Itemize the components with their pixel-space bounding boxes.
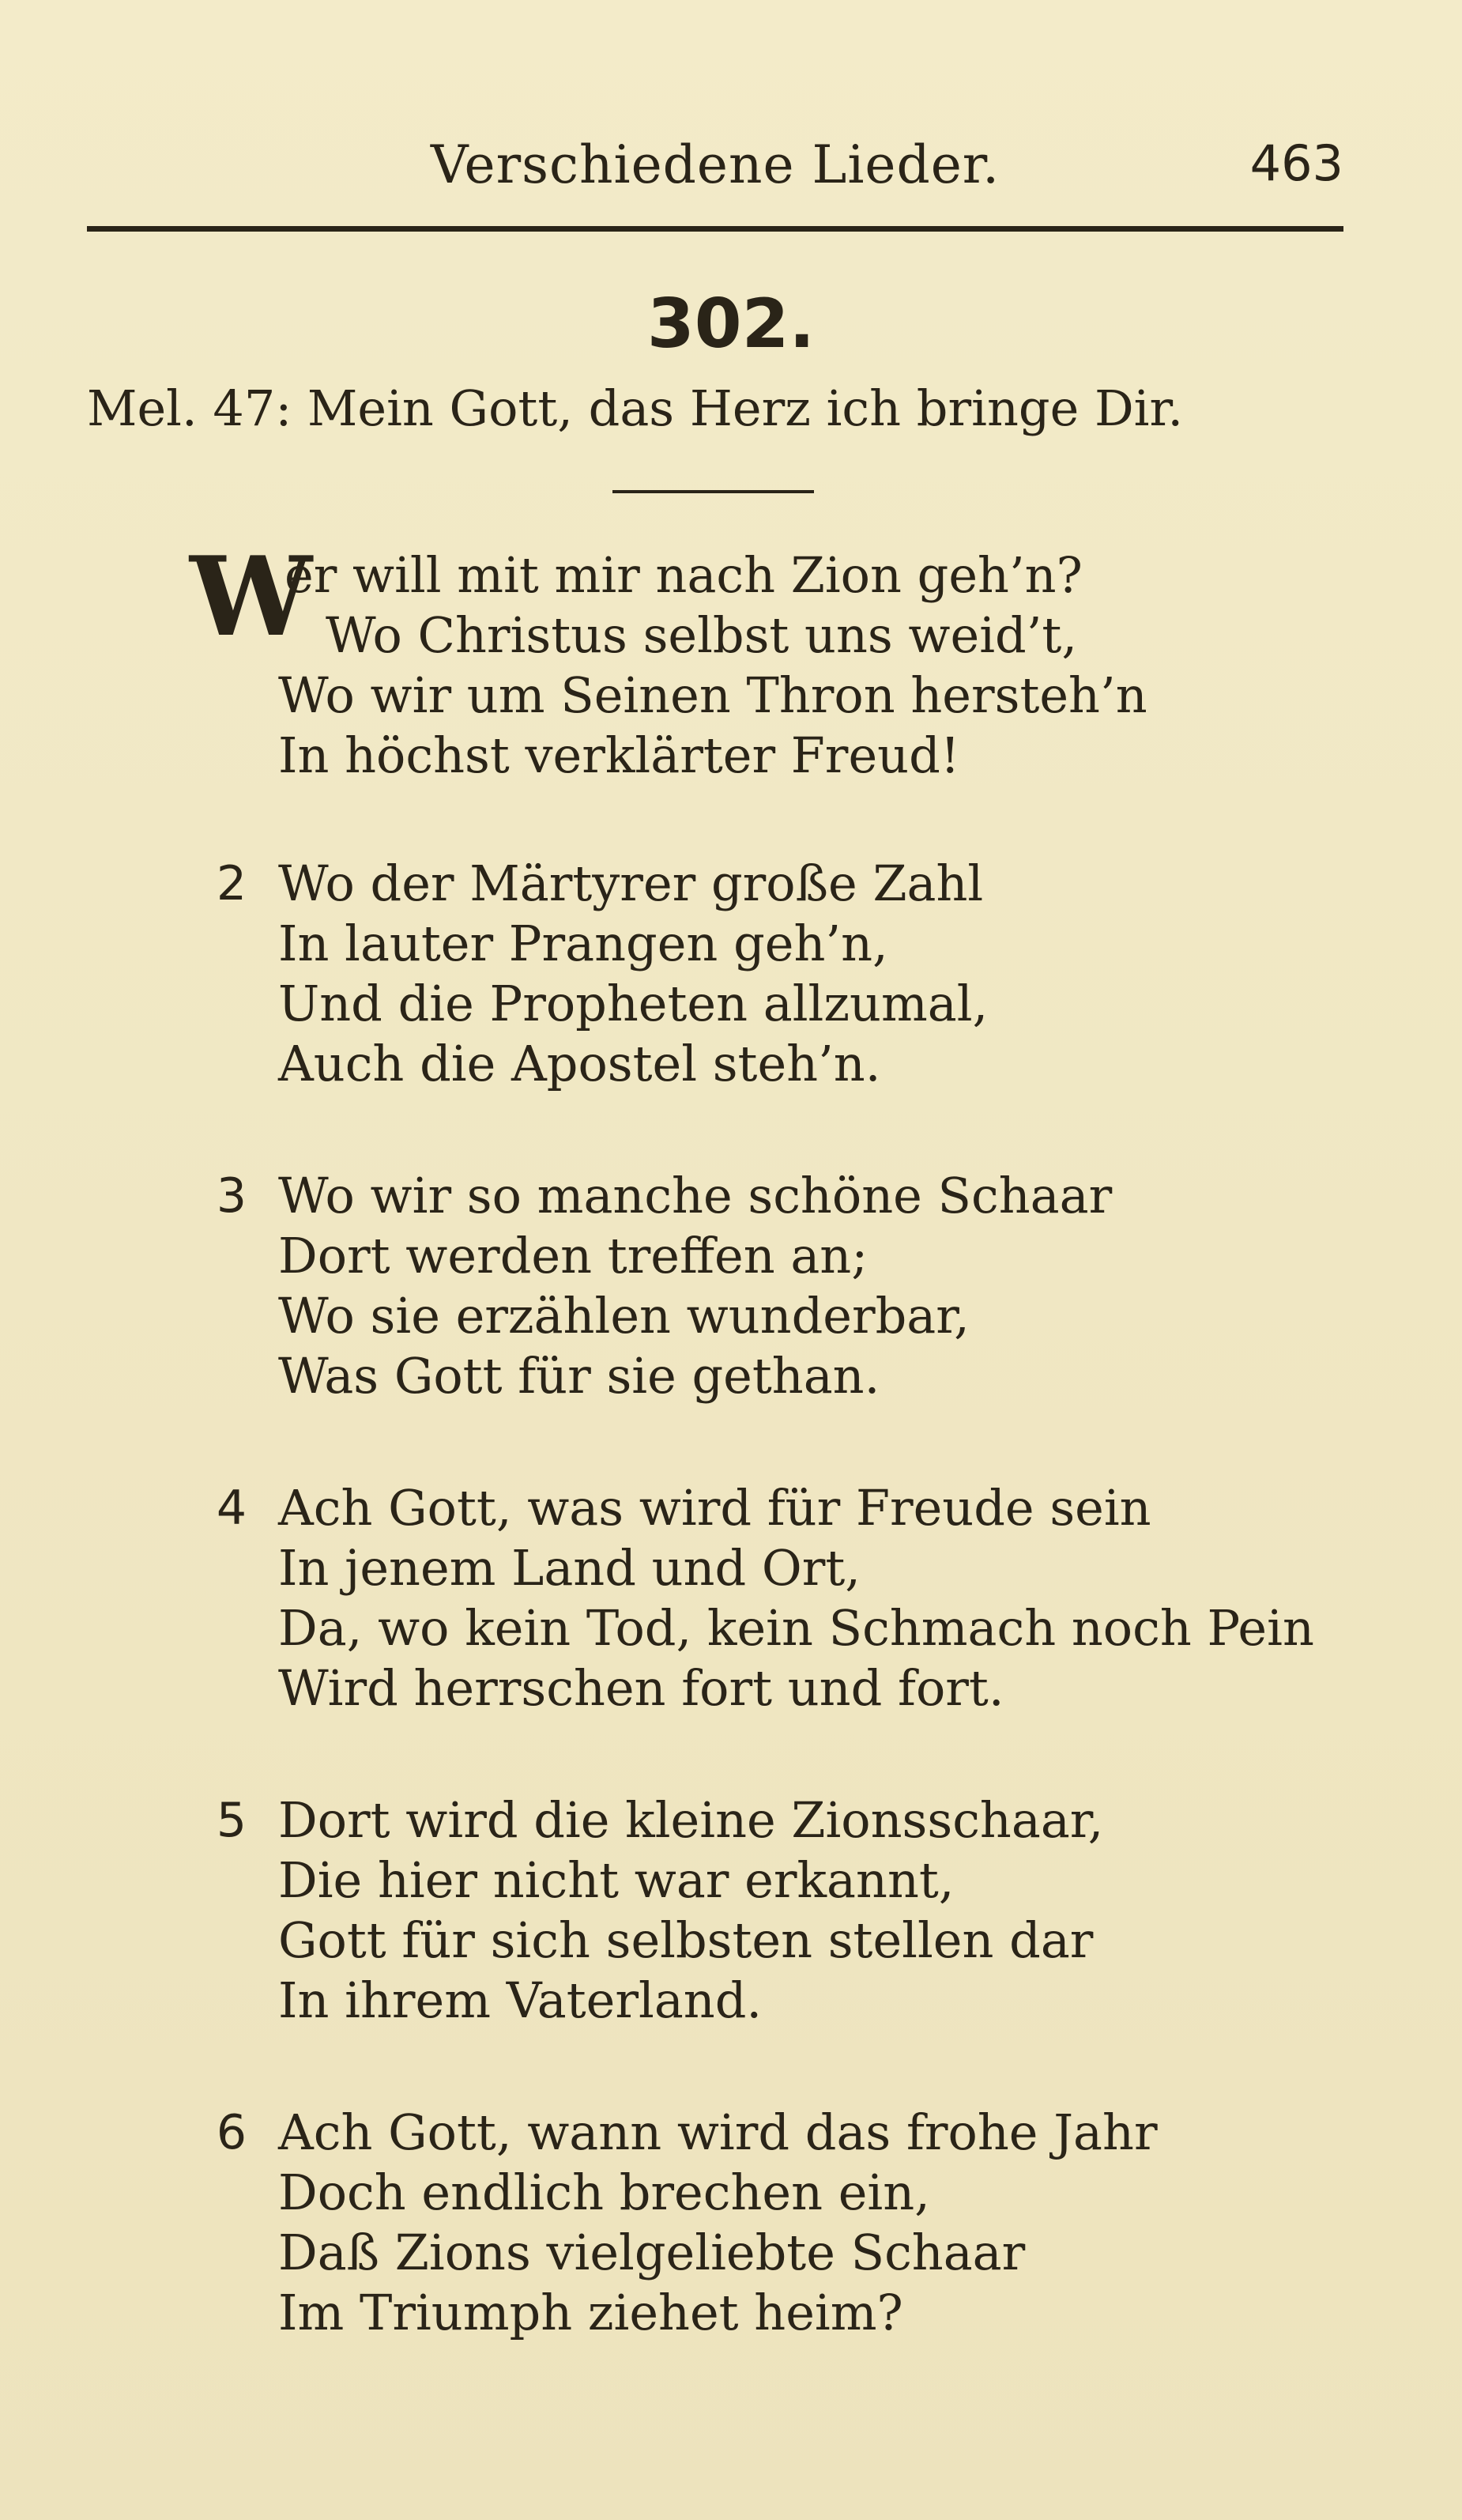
verse-2 xyxy=(205,854,1359,1094)
verse-line: Wo Christus selbst uns weid’t, xyxy=(326,606,1078,664)
verse-1 xyxy=(190,532,1359,786)
running-title: Verschiedene Lieder. xyxy=(430,134,1000,195)
verse-line: er will mit mir nach Zion geh’n? xyxy=(284,546,1083,604)
verse-line: Ach Gott, was wird für Freude sein xyxy=(278,1479,1151,1537)
verse-line: Da, wo kein Tod, kein Schmach noch Pein xyxy=(278,1599,1314,1657)
drop-cap: W xyxy=(190,532,312,661)
melody-line: Mel. 47: Mein Gott, das Herz ich bringe Dir. xyxy=(87,379,1184,437)
verse-number: 5 xyxy=(216,1793,247,1848)
verse-line: Dort werden treffen an; xyxy=(278,1227,869,1285)
verse-line: Ach Gott, wann wird das frohe Jahr xyxy=(278,2103,1158,2161)
verse-3 xyxy=(205,1166,1359,1406)
verse-line: Wo der Märtyrer große Zahl xyxy=(278,854,984,912)
verse-line: Gott für sich selbsten stellen dar xyxy=(278,1911,1094,1969)
verse-line: Wo wir so manche schöne Schaar xyxy=(278,1167,1113,1224)
verse-number: 4 xyxy=(216,1481,247,1536)
verse-line: In ihrem Vaterland. xyxy=(278,1971,763,2029)
header-rule xyxy=(87,226,1343,232)
verse-line: In jenem Land und Ort, xyxy=(278,1539,861,1597)
verse-line: Und die Propheten allzumal, xyxy=(278,975,989,1032)
section-divider xyxy=(612,490,814,493)
verse-line: In lauter Prangen geh’n, xyxy=(278,915,888,972)
verse-4 xyxy=(205,1478,1359,1718)
running-header xyxy=(87,134,1343,206)
verse-number: 2 xyxy=(216,856,247,911)
verse-line: Was Gott für sie gethan. xyxy=(278,1347,880,1405)
verse-line: Wo wir um Seinen Thron hersteh’n xyxy=(278,666,1147,724)
verse-line: Wird herrschen fort und fort. xyxy=(278,1659,1004,1717)
verse-6 xyxy=(205,2103,1359,2343)
verse-number: 6 xyxy=(216,2105,247,2160)
verse-5 xyxy=(205,1790,1359,2031)
verse-line: Dort wird die kleine Zionsschaar, xyxy=(278,1791,1104,1849)
verse-line: In höchst verklärter Freud! xyxy=(278,726,960,784)
page-number: 463 xyxy=(1249,134,1343,192)
verse-line: Die hier nicht war erkannt, xyxy=(278,1851,955,1909)
verse-line: Im Triumph ziehet heim? xyxy=(278,2284,903,2341)
verse-line: Daß Zions vielgeliebte Schaar xyxy=(278,2224,1026,2281)
verse-line: Auch die Apostel steh’n. xyxy=(278,1035,881,1092)
verse-line: Wo sie erzählen wunderbar, xyxy=(278,1287,970,1345)
verse-line: Doch endlich brechen ein, xyxy=(278,2164,930,2221)
verse-number: 3 xyxy=(216,1168,247,1224)
hymn-number: 302. xyxy=(646,285,816,364)
